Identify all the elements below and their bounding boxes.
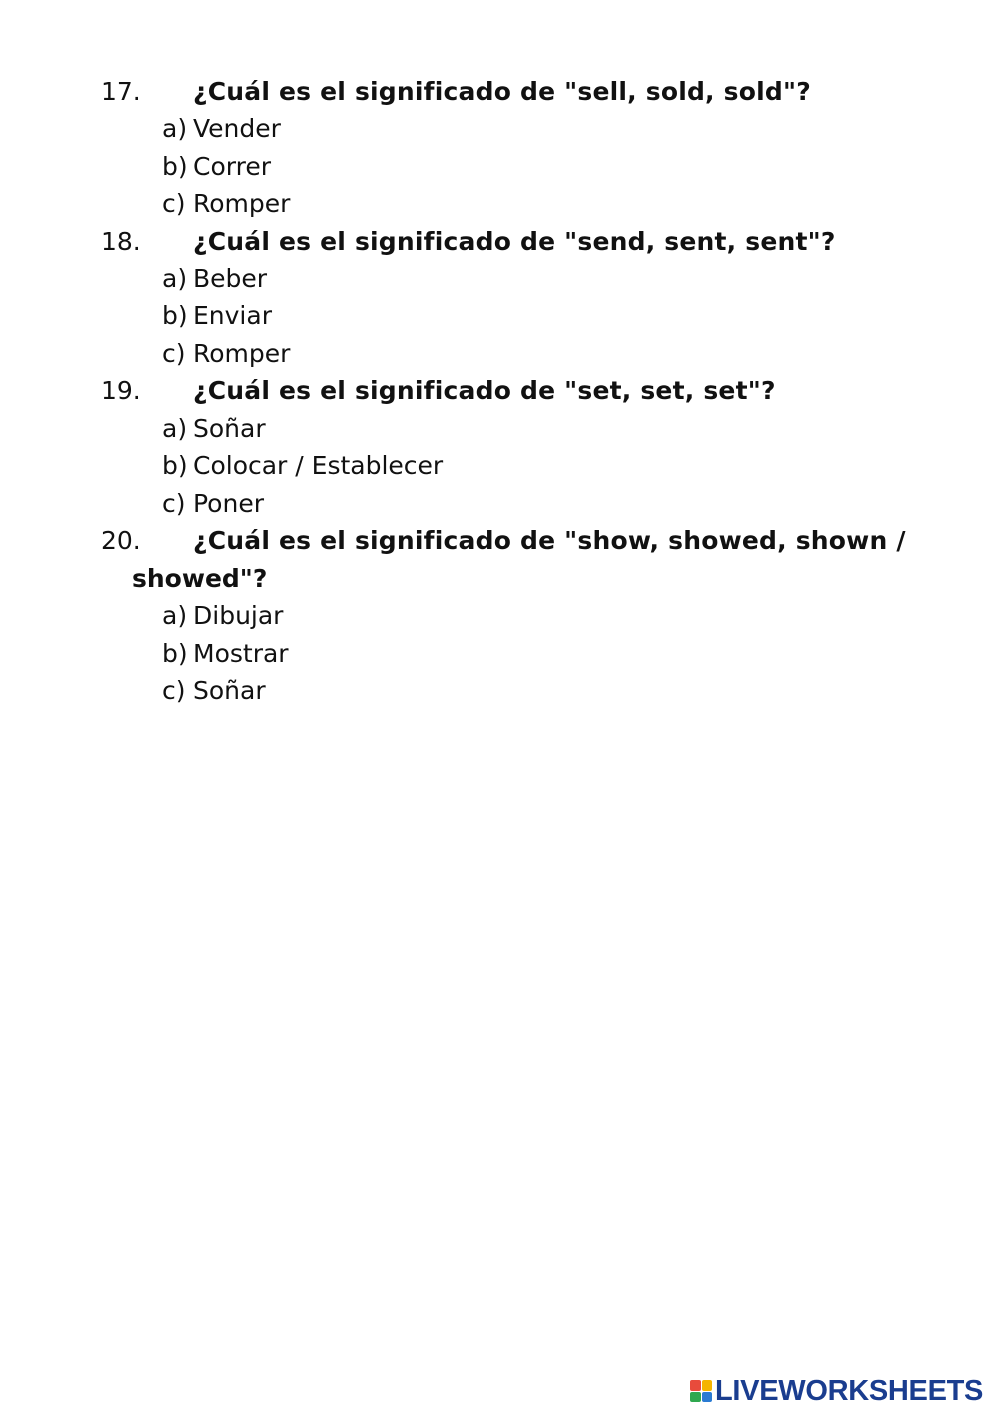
question-number: 19. — [101, 376, 141, 405]
answer-option[interactable] — [0, 635, 1000, 672]
liveworksheets-logo-icon — [690, 1380, 712, 1402]
option-text: Vender — [193, 114, 281, 143]
option-text: Soñar — [193, 676, 266, 705]
option-letter: a) — [162, 114, 188, 143]
answer-option[interactable] — [0, 260, 1000, 297]
logo-text: LIVEWORKSHEETS — [715, 1375, 984, 1407]
option-text: Poner — [193, 489, 264, 518]
option-text: Soñar — [193, 414, 266, 443]
option-letter: c) — [162, 676, 186, 705]
question-text: ¿Cuál es el significado de "show, showed, shown / — [193, 526, 906, 555]
option-letter: c) — [162, 489, 186, 518]
question-text: ¿Cuál es el significado de "set, set, set"? — [193, 376, 776, 405]
answer-option[interactable] — [0, 297, 1000, 334]
answer-option[interactable] — [0, 410, 1000, 447]
option-text: Mostrar — [193, 639, 289, 668]
answer-option[interactable] — [0, 110, 1000, 147]
option-text: Correr — [193, 152, 271, 181]
question-number: 20. — [101, 526, 141, 555]
logo-square — [690, 1392, 701, 1403]
option-letter: a) — [162, 414, 188, 443]
logo-square — [690, 1380, 701, 1391]
option-text: Beber — [193, 264, 268, 293]
answer-option[interactable] — [0, 597, 1000, 634]
option-text: Romper — [193, 339, 291, 368]
option-letter: c) — [162, 189, 186, 218]
option-text: Enviar — [193, 301, 272, 330]
option-text: Colocar / Establecer — [193, 451, 444, 480]
option-letter: a) — [162, 601, 188, 630]
answer-option[interactable] — [0, 447, 1000, 484]
question-text: ¿Cuál es el significado de "send, sent, sent"? — [193, 227, 836, 256]
option-letter: b) — [162, 639, 188, 668]
answer-option[interactable] — [0, 185, 1000, 222]
option-letter: c) — [162, 339, 186, 368]
option-text: Romper — [193, 189, 291, 218]
question-text: ¿Cuál es el significado de "sell, sold, sold"? — [193, 77, 811, 106]
question-text-continued: showed"? — [132, 564, 268, 593]
answer-option[interactable] — [0, 335, 1000, 372]
option-letter: b) — [162, 301, 188, 330]
answer-option[interactable] — [0, 672, 1000, 709]
option-text: Dibujar — [193, 601, 284, 630]
question-number: 17. — [101, 77, 141, 106]
liveworksheets-logo — [690, 1376, 983, 1406]
answer-option[interactable] — [0, 148, 1000, 185]
option-letter: a) — [162, 264, 188, 293]
logo-square — [702, 1392, 713, 1403]
answer-option[interactable] — [0, 485, 1000, 522]
question-number: 18. — [101, 227, 141, 256]
logo-square — [702, 1380, 713, 1391]
option-letter: b) — [162, 451, 188, 480]
option-letter: b) — [162, 152, 188, 181]
